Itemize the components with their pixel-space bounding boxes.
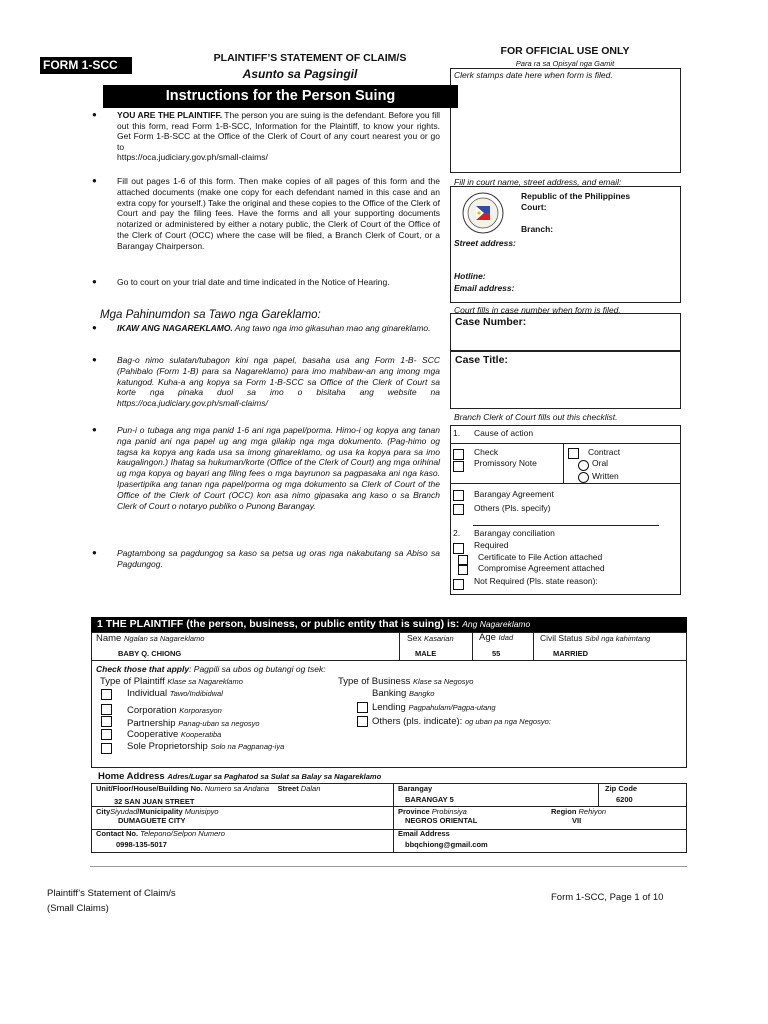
- branch-label: Branch:: [521, 224, 554, 234]
- type-business-label: [338, 676, 473, 687]
- partnership-checkbox[interactable]: [101, 716, 112, 727]
- cebuano-plaintiff: [117, 323, 440, 334]
- individual-en: Individual: [127, 688, 168, 699]
- zip-value[interactable]: 6200: [616, 795, 633, 804]
- home-address-ceb: Adres/Lugar sa Paghatod sa Sulat sa Balay sa Nagareklamo: [167, 772, 382, 781]
- city-label-ceb: Siyudad: [110, 807, 138, 816]
- checklist-divider: [473, 525, 659, 526]
- others-business-ceb: og uban pa nga Negosyo:: [464, 717, 551, 726]
- cause-of-action-label: Cause of action: [474, 428, 534, 438]
- lending-label: [372, 702, 496, 713]
- province-label-ceb: Probinsiya: [431, 807, 467, 816]
- plaintiff-section-title-ceb: Ang Nagareklamo: [462, 619, 531, 629]
- banking-ceb: Bangko: [408, 689, 435, 698]
- lending-ceb: Pagpahulam/Pagpa-utang: [408, 703, 496, 712]
- sole-ceb: Solo na Pagpanag-iya: [210, 742, 285, 751]
- street-label-ceb: Dalan: [300, 784, 321, 793]
- contact-label: [96, 829, 225, 838]
- footer-rule: [90, 866, 687, 867]
- written-radio[interactable]: [578, 472, 589, 483]
- cooperative-ceb: Kooperatiba: [180, 730, 222, 739]
- court-email-label: Email address:: [454, 283, 515, 293]
- written-label: Written: [592, 471, 619, 481]
- home-address-heading: [98, 771, 381, 782]
- form-title: PLAINTIFF’S STATEMENT OF CLAIM/S: [213, 52, 407, 64]
- corporation-checkbox[interactable]: [101, 704, 112, 715]
- unit-label: [96, 784, 320, 793]
- instruction-plaintiff: [117, 110, 440, 163]
- bullet-dot: ●: [92, 323, 97, 332]
- checklist-num-1: 1.: [453, 428, 461, 438]
- unit-label-ceb: Numero sa Andana: [204, 784, 270, 793]
- check-checkbox[interactable]: [453, 449, 464, 460]
- required-checkbox[interactable]: [453, 543, 464, 554]
- cebuano-fill-out: Pun-i o tubaga ang mga panid 1-6 ani nga papel/porma. Himo-i og kopya ang tanan nga panid ani nga papel ug ang mga gilakip nga mga dokumento. (Pag-himo og tagsa ka kopya ang kada usa sa imong ginareklamo, og usa ka kopya para sa imo kaugalingon.) Ihatag sa hukuman/korte (Office of the Clerk of Court) ang mga orihinal ug mga kopya og bayari ang filing fees o mga bayrunon sa pagpasaka ani nga kaso. Ipasertipika ang tanan nga papel/porma og mga dokumento sa Clerk of Court of the Office of the Clerk of Court (OCC) kon asa nimo gipasaka ang kaso o sa Branch Clerk of Court o notaryo publiko o Punong Barangay.: [117, 425, 440, 511]
- not-required-checkbox[interactable]: [453, 579, 464, 590]
- clerk-stamp-label: Clerk stamps date here when form is filed.: [454, 70, 613, 80]
- promissory-note-checkbox[interactable]: [453, 461, 464, 472]
- type-plaintiff-en: Type of Plaintiff: [100, 676, 165, 687]
- partnership-en: Partnership: [127, 718, 176, 729]
- plaintiff-name-value[interactable]: BABY Q. CHIONG: [118, 649, 182, 658]
- plaintiff-col-divider: [399, 632, 400, 660]
- contract-label: Contract: [588, 447, 621, 457]
- sex-label-ceb: Kasarian: [424, 634, 454, 643]
- official-use-heading: FOR OFFICIAL USE ONLY: [500, 45, 630, 57]
- region-value[interactable]: VII: [572, 816, 582, 825]
- certificate-label: Certificate to File Action attached: [478, 552, 603, 562]
- age-label: [479, 632, 513, 643]
- checklist-label: Branch Clerk of Court fills out this checklist.: [454, 412, 618, 422]
- plaintiff-name-divider: [91, 660, 687, 661]
- cooperative-en: Cooperative: [127, 729, 179, 740]
- barangay-value[interactable]: BARANGAY 5: [405, 795, 454, 804]
- region-label-en: Region: [551, 807, 577, 816]
- lending-en: Lending: [372, 702, 406, 713]
- city-label-en: City: [96, 807, 111, 816]
- checklist-col-divider: [563, 443, 564, 483]
- sex-value[interactable]: MALE: [415, 649, 437, 658]
- corporation-en: Corporation: [127, 705, 177, 716]
- muni-label-en: /Municipality: [137, 807, 183, 816]
- cebuano-plaintiff-bold: IKAW ANG NAGAREKLAMO.: [117, 323, 233, 333]
- lending-checkbox[interactable]: [357, 702, 368, 713]
- instruction-trial: Go to court on your trial date and time indicated in the Notice of Hearing.: [117, 277, 390, 287]
- sole-en: Sole Proprietorship: [127, 741, 208, 752]
- small-claims-link[interactable]: https://oca.judiciary.gov.ph/small-claims/: [117, 152, 268, 162]
- cebuano-plaintiff-text: Ang tawo nga imo gikasuhan mao ang ginareklamo.: [232, 323, 431, 333]
- city-label: [96, 807, 219, 816]
- form-tag: FORM 1-SCC: [40, 57, 132, 74]
- address-col-divider: [598, 783, 599, 806]
- muni-label-ceb: Munisipyo: [184, 807, 219, 816]
- not-required-label: Not Required (Pls. state reason):: [474, 576, 598, 586]
- others-checkbox[interactable]: [453, 504, 464, 515]
- type-plaintiff-label: [100, 676, 243, 687]
- region-label-ceb: Rehiyon: [578, 807, 607, 816]
- email-value[interactable]: bbqchiong@gmail.com: [405, 840, 488, 849]
- checklist-num-2: 2.: [453, 528, 461, 538]
- email-label: Email Address: [398, 829, 450, 838]
- cebuano-read-form: [117, 355, 440, 409]
- age-value[interactable]: 55: [492, 649, 501, 658]
- compromise-label: Compromise Agreement attached: [478, 563, 605, 573]
- court-fill-label: Fill in court name, street address, and email:: [454, 177, 622, 187]
- check-label: Check: [474, 447, 499, 457]
- sole-proprietorship-checkbox[interactable]: [101, 743, 112, 754]
- city-value[interactable]: DUMAGUETE CITY: [118, 816, 186, 825]
- bullet-dot: ●: [92, 277, 97, 286]
- street-label-en: Street: [277, 784, 299, 793]
- contract-checkbox[interactable]: [568, 448, 579, 459]
- address-col-divider: [393, 783, 394, 853]
- check-apply-label: [96, 664, 326, 674]
- certificate-checkbox[interactable]: [458, 555, 468, 565]
- small-claims-link-ceb[interactable]: https://oca.judiciary.gov.ph/small-claims/: [117, 398, 268, 409]
- check-apply-en: Check those that apply: [96, 664, 190, 674]
- contact-value[interactable]: 0998-135-5017: [116, 840, 167, 849]
- oral-label: Oral: [592, 458, 609, 468]
- contact-label-ceb: Telepono/Selpon Numero: [140, 829, 225, 838]
- plaintiff-section-title: 1 THE PLAINTIFF (the person, business, or public entity that is suing) is:: [97, 618, 460, 630]
- cebuano-read-form-text: Bag-o nimo sulatan/tubagon kini nga papel, basaha usa ang Form 1-B- SCC (Pahibalo (Form 1-B) para sa Nagareklamo) para imo mahibaw-an ang imong mga katungod. Kuha-a ang kopya sa Form 1-B-SCC sa Office of the Clerk of Court sa korte nga pinaka duol sa imo o bisitaha ang website na: [117, 355, 440, 398]
- case-title-label: Case Title:: [455, 354, 508, 366]
- footer-subtitle: (Small Claims): [47, 903, 109, 914]
- instructions-banner: Instructions for the Person Suing: [103, 85, 458, 108]
- barangay-agreement-label: Barangay Agreement: [474, 489, 554, 499]
- bullet-dot: ●: [92, 176, 97, 185]
- partnership-label: [127, 718, 260, 729]
- cooperative-checkbox[interactable]: [101, 729, 112, 740]
- check-apply-ceb: : Pagpili sa ubos og butangi og tsek:: [189, 664, 326, 674]
- corporation-label: [127, 705, 222, 716]
- age-label-ceb: Idad: [498, 633, 514, 642]
- plaintiff-col-divider: [533, 632, 534, 660]
- civil-status-label: [540, 633, 650, 643]
- clerk-stamp-box: [450, 68, 681, 173]
- barangay-conciliation-label: Barangay conciliation: [474, 528, 555, 538]
- cebuano-hearing: Pagtambong sa pagdungog sa kaso sa petsa ug oras nga nakabutang sa Abiso sa Pagdungog.: [117, 548, 440, 569]
- name-label-en: Name: [96, 633, 122, 644]
- others-label: Others (Pls. specify): [474, 503, 551, 513]
- barangay-label: Barangay: [398, 784, 433, 793]
- name-label: [96, 633, 204, 644]
- court-label: Court:: [521, 202, 547, 212]
- unit-label-en: Unit/Floor/House/Building No.: [96, 784, 203, 793]
- bullet-dot: ●: [92, 548, 97, 557]
- footer-title: Plaintiff’s Statement of Claim/s: [47, 888, 176, 899]
- home-address-en: Home Address: [98, 771, 165, 782]
- civil-status-label-en: Civil Status: [540, 633, 583, 643]
- province-label-en: Province: [398, 807, 430, 816]
- form-subtitle: Asunto sa Pagsingil: [242, 67, 358, 81]
- type-plaintiff-ceb: Klase sa Nagareklamo: [167, 677, 243, 686]
- bullet-dot: ●: [92, 425, 97, 434]
- banking-en: Banking: [372, 688, 407, 699]
- civil-status-value[interactable]: MARRIED: [553, 649, 588, 658]
- bullet-dot: ●: [92, 355, 97, 364]
- others-business-checkbox[interactable]: [357, 716, 368, 727]
- province-value[interactable]: NEGROS ORIENTAL: [405, 816, 478, 825]
- civil-status-label-ceb: Sibil nga kahimtang: [584, 634, 651, 643]
- instruction-fill-out: Fill out pages 1-6 of this form. Then make copies of all pages of this form and the attached documents (make one copy for each defendant named in this case and an extra copy for yourself.) Take the original and these copies to the Office of the Clerk of Court and pay the filing fees. Have the forms and all your supporting documents notarized or administered by either a notary public, the Clerk of Court of the Office of the Clerk of Court (OCC) where the case will be filed, a Branch Clerk of Court, or a Barangay Chairperson.: [117, 176, 440, 251]
- others-business-label: [372, 716, 551, 727]
- cooperative-label: [127, 729, 221, 740]
- barangay-agreement-checkbox[interactable]: [453, 490, 464, 501]
- footer-page-number: Form 1-SCC, Page 1 of 10: [551, 892, 664, 903]
- province-label: [398, 807, 467, 816]
- required-label: Required: [474, 540, 509, 550]
- corporation-ceb: Korporasyon: [179, 706, 222, 715]
- sex-label-en: Sex: [407, 633, 422, 643]
- banking-label: [372, 688, 434, 699]
- others-business-en: Others (pls. indicate):: [372, 716, 463, 727]
- bullet-dot: ●: [92, 110, 97, 119]
- instruction-plaintiff-bold: YOU ARE THE PLAINTIFF.: [117, 110, 223, 120]
- individual-ceb: Tawo/Indibidwal: [169, 689, 223, 698]
- contact-label-en: Contact No.: [96, 829, 139, 838]
- republic-label: Republic of the Philippines: [521, 191, 631, 201]
- checklist-divider: [450, 483, 681, 484]
- individual-checkbox[interactable]: [101, 689, 112, 700]
- case-number-label: Case Number:: [455, 316, 527, 328]
- type-business-en: Type of Business: [338, 676, 411, 687]
- type-business-ceb: Klase sa Negosyo: [413, 677, 474, 686]
- plaintiff-col-divider: [472, 632, 473, 660]
- sex-label: [407, 633, 454, 643]
- instruction-plaintiff-text: The person you are suing is the defendant. Before you fill out this form, read Form 1-B-SCC, Information for the Plaintiff, to know your rights. Get Form 1-B-SCC at the Office of the Clerk of Court of any court nearest you or go to: [117, 110, 440, 152]
- region-label: [551, 807, 606, 816]
- age-label-en: Age: [479, 632, 496, 643]
- oral-radio[interactable]: [578, 460, 589, 471]
- official-use-sub: Para ra sa Opisyal nga Gamit: [515, 59, 615, 68]
- promissory-note-label: Promissory Note: [474, 458, 537, 468]
- name-label-ceb: Ngalan sa Nagareklamo: [123, 634, 205, 643]
- street-address-label: Street address:: [454, 238, 516, 248]
- zip-label: Zip Code: [605, 784, 638, 793]
- case-number-fill-label: Court fills in case number when form is filed.: [454, 305, 621, 315]
- plaintiff-section-bar: [91, 617, 687, 632]
- court-seal: [462, 192, 504, 234]
- checklist-divider: [450, 443, 681, 444]
- compromise-checkbox[interactable]: [458, 565, 468, 575]
- street-value[interactable]: 32 SAN JUAN STREET: [114, 797, 195, 806]
- cebuano-heading: Mga Pahinumdon sa Tawo nga Gareklamo:: [100, 309, 321, 321]
- hotline-label: Hotline:: [454, 271, 486, 281]
- partnership-ceb: Panag-uban sa negosyo: [178, 719, 260, 728]
- sole-proprietorship-label: [127, 741, 284, 752]
- individual-label: [127, 688, 223, 699]
